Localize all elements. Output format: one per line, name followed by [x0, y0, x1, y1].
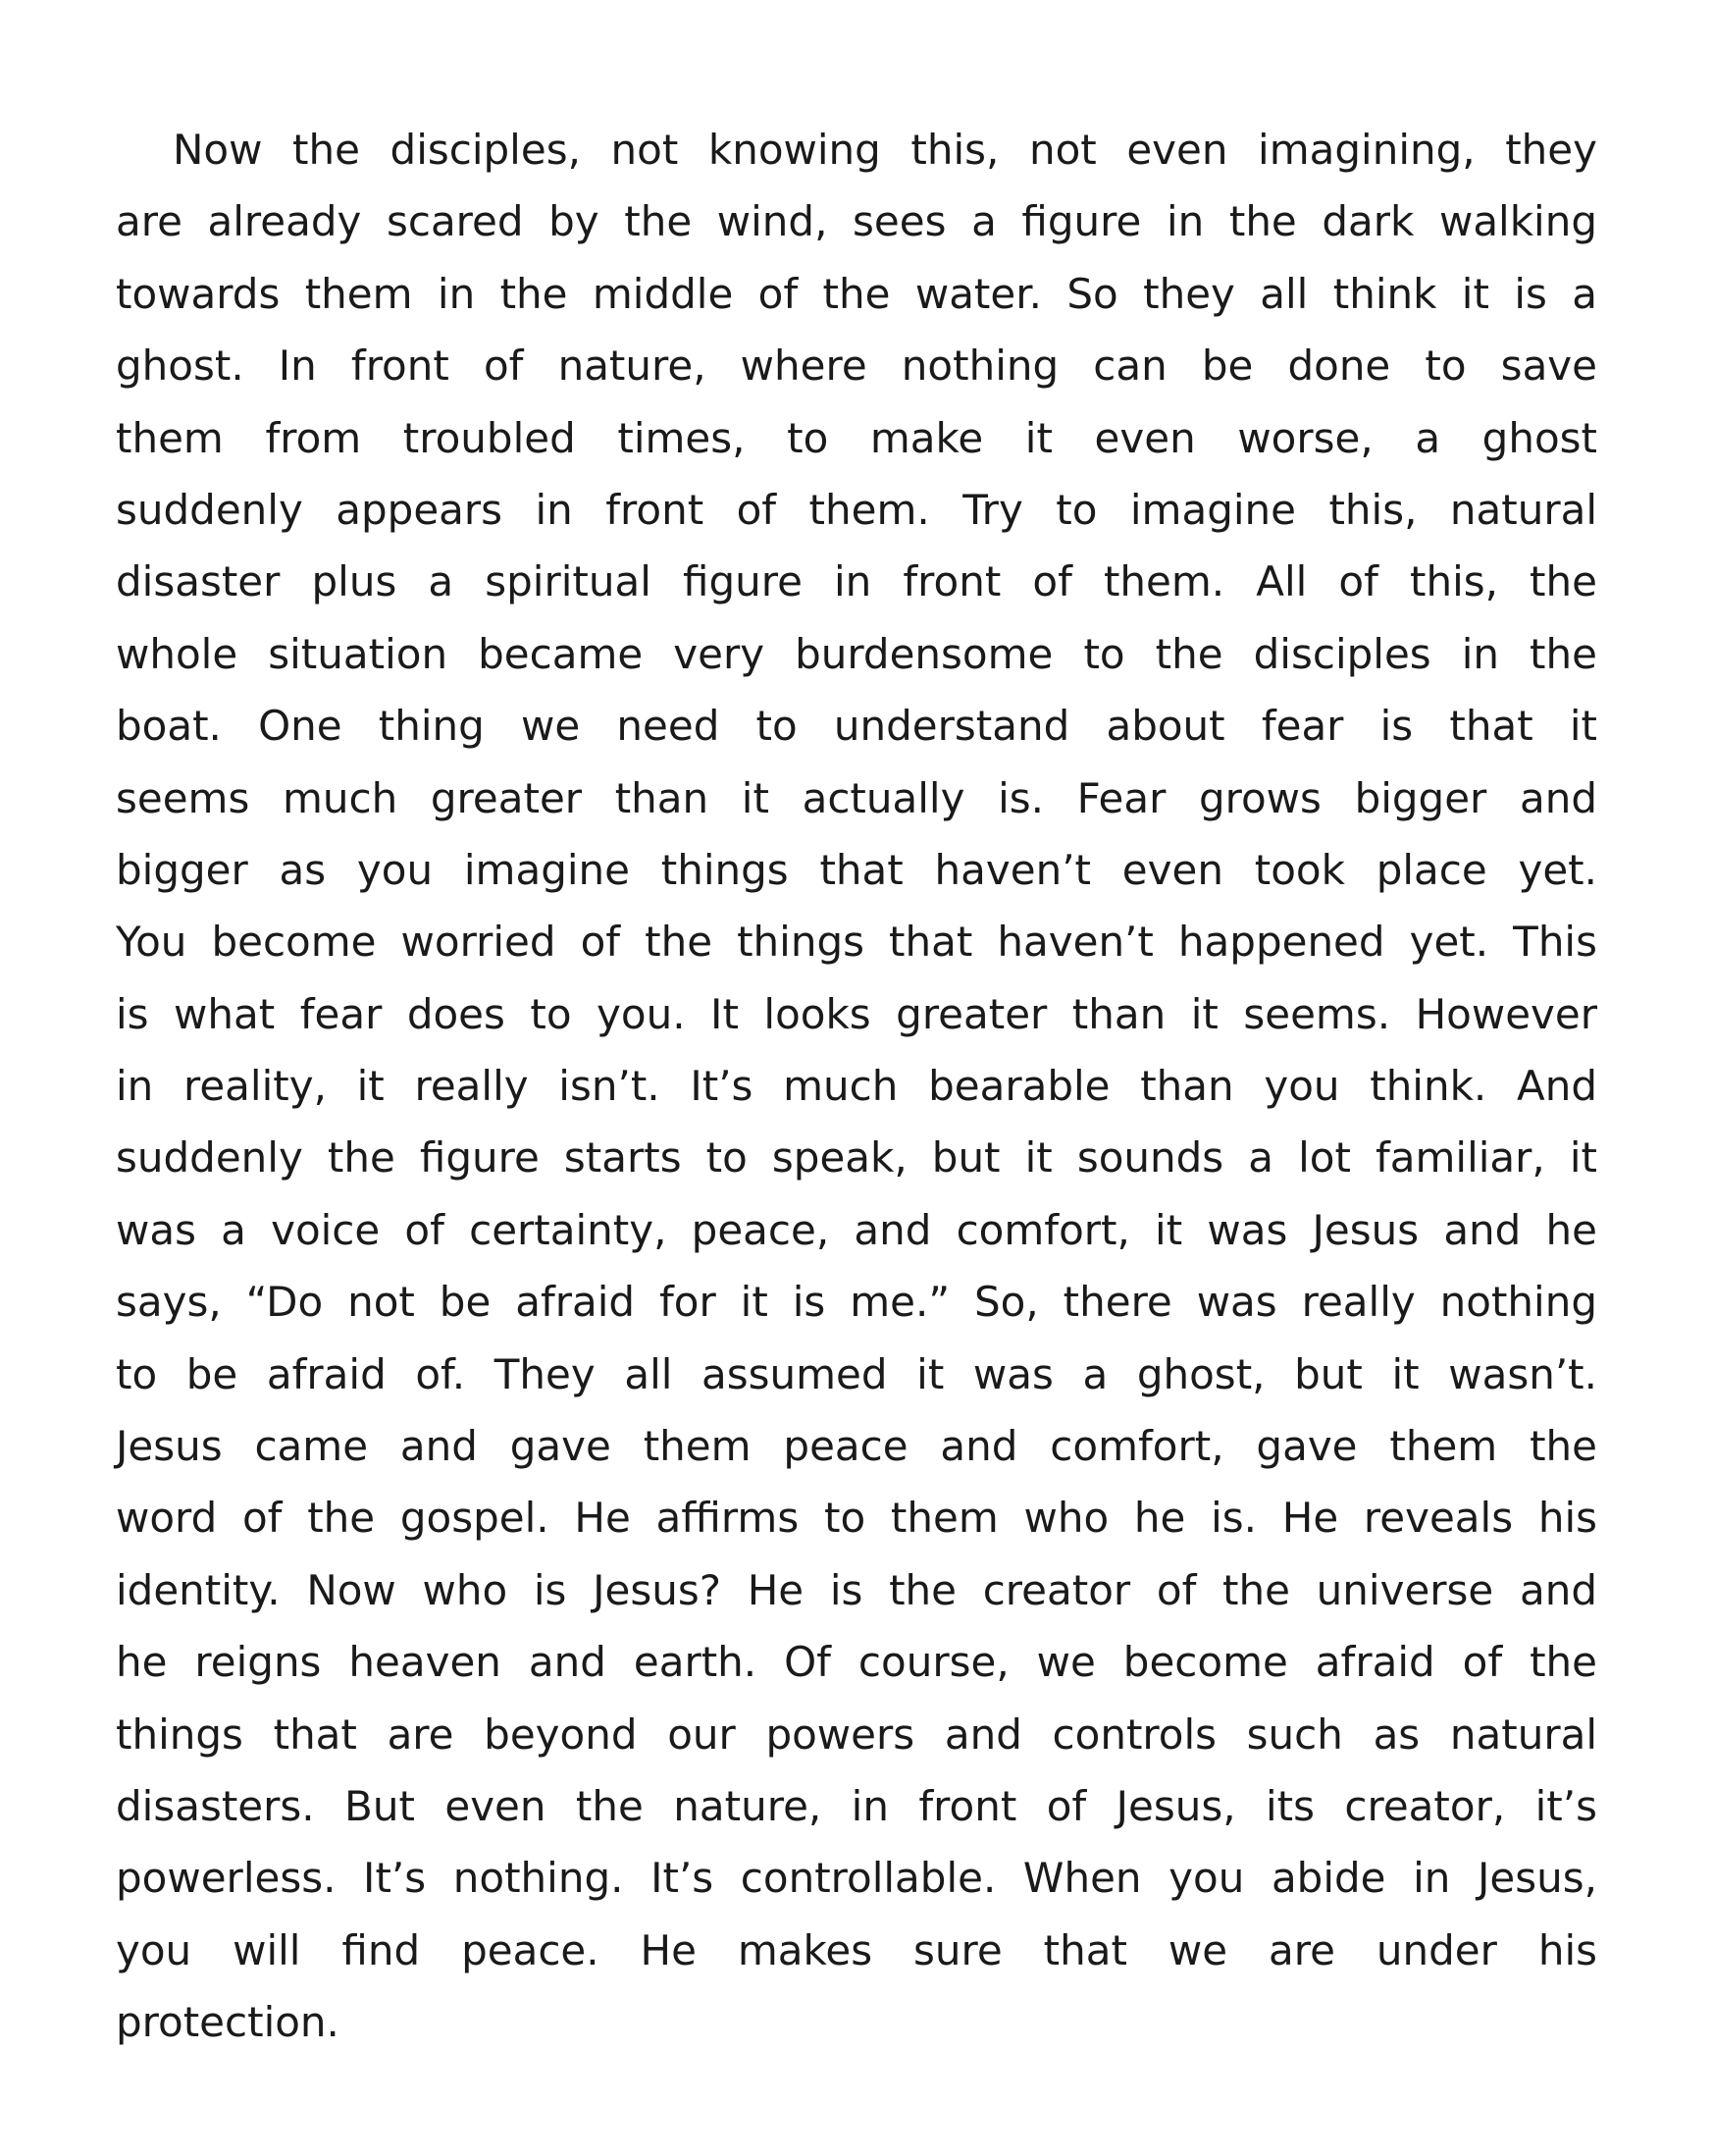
paragraph-line: says, “Do not be afraid for it is me.” So, there was really nothing: [116, 1278, 1597, 1327]
paragraph-line: ghost. In front of nature, where nothing can be done to save: [116, 342, 1597, 391]
paragraph-line: towards them in the middle of the water. So they all think it is a: [116, 269, 1597, 318]
paragraph-line: disaster plus a spiritual figure in front of them. All of this, the: [116, 557, 1597, 606]
paragraph-line: seems much greater than it actually is. Fear grows bigger and: [116, 773, 1597, 822]
paragraph-line: whole situation became very burdensome to the disciples in the: [116, 629, 1597, 678]
paragraph-line: suddenly appears in front of them. Try to imagine this, natural: [116, 485, 1597, 534]
paragraph-line: to be afraid of. They all assumed it was a ghost, but it wasn’t.: [116, 1349, 1597, 1398]
paragraph-line: protection.: [116, 1998, 339, 2047]
paragraph-line: he reigns heaven and earth. Of course, we become afraid of the: [116, 1638, 1597, 1687]
paragraph-line: bigger as you imagine things that haven’t even took place yet.: [116, 845, 1597, 894]
paragraph-line: suddenly the figure starts to speak, but it sounds a lot familiar, it: [116, 1133, 1597, 1183]
paragraph-line: you will find peace. He makes sure that we are under his: [116, 1925, 1597, 1974]
paragraph-line: You become worried of the things that haven’t happened yet. This: [116, 918, 1597, 967]
paragraph-line: things that are beyond our powers and controls such as natural: [116, 1709, 1597, 1759]
paragraph-line: is what fear does to you. It looks greater than it seems. However: [116, 989, 1597, 1038]
paragraph-line: Now the disciples, not knowing this, not even imagining, they: [173, 126, 1597, 174]
paragraph-line: identity. Now who is Jesus? He is the creator of the universe and: [116, 1565, 1597, 1614]
paragraph-line: word of the gospel. He affirms to them who he is. He reveals his: [116, 1494, 1597, 1543]
paragraph-line: in reality, it really isn’t. It’s much bearable than you think. And: [116, 1062, 1597, 1111]
paragraph-line: powerless. It’s nothing. It’s controllable. When you abide in Jesus,: [116, 1854, 1597, 1903]
body-paragraph: [116, 114, 1597, 2059]
paragraph-line: them from troubled times, to make it even worse, a ghost: [116, 413, 1597, 462]
paragraph-line: Jesus came and gave them peace and comfort, gave them the: [116, 1422, 1597, 1471]
paragraph-line: disasters. But even the nature, in front of Jesus, its creator, it’s: [116, 1781, 1597, 1830]
paragraph-line: are already scared by the wind, sees a figure in the dark walking: [116, 197, 1597, 246]
paragraph-line: was a voice of certainty, peace, and comfort, it was Jesus and he: [116, 1205, 1597, 1254]
paragraph-line: boat. One thing we need to understand about fear is that it: [116, 702, 1597, 751]
